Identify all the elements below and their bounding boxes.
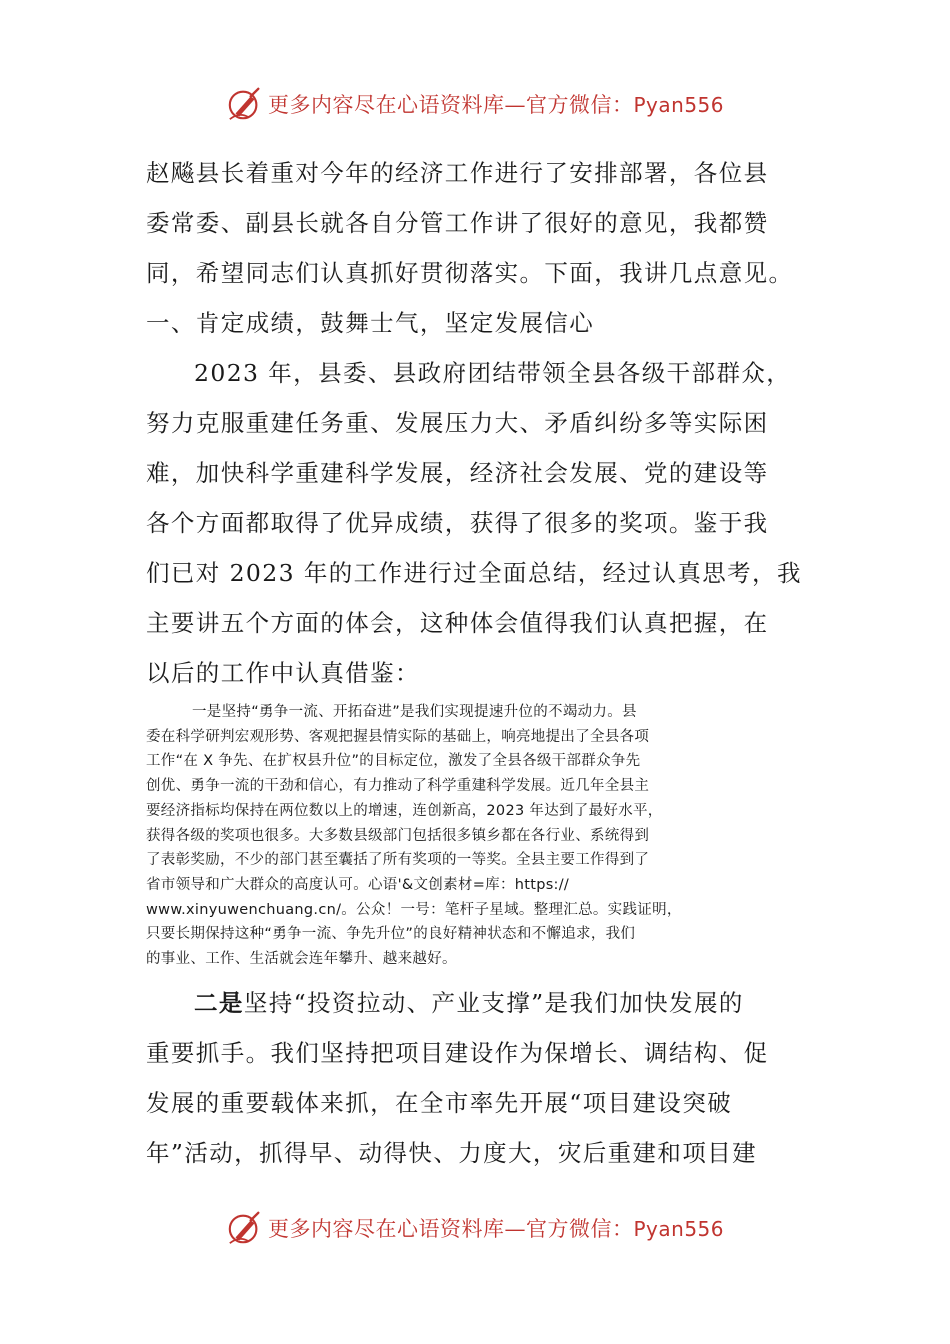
small-line: 只要长期保持这种“勇争一流、争先升位”的良好精神状态和不懈追求，我们 (146, 926, 636, 943)
banner-handle: Pyan556 (633, 93, 724, 117)
small-line: 工作“在 X 争先、在扩权县升位”的目标定位，激发了全县各级干部群众争先 (146, 753, 641, 770)
body-line: 主要讲五个方面的体会，这种体会值得我们认真把握，在 (146, 609, 769, 637)
small-line: 一是坚持“勇争一流、开拓奋进”是我们实现提速升位的不竭动力。县 (192, 704, 637, 720)
footer-banner (0, 1208, 950, 1248)
small-line: www.xinyuwenchuang.cn/。公众！一号：笔杆子星域。整理汇总。实践证明， (146, 901, 682, 918)
banner-handle: Pyan556 (633, 1217, 724, 1241)
pen-logo-icon (226, 1209, 264, 1247)
intro-line: 赵飚县长着重对今年的经济工作进行了安排部署，各位县 (146, 159, 769, 187)
intro-line: 同，希望同志们认真抓好贯彻落实。下面，我讲几点意见。 (146, 259, 794, 287)
small-line: 的事业、工作、生活就会连年攀升、越来越好。 (146, 951, 457, 968)
intro-line: 委常委、副县长就各自分管工作讲了很好的意见，我都赞 (146, 209, 769, 237)
small-line: 委在科学研判宏观形势、客观把握县情实际的基础上，响亮地提出了全县各项 (146, 728, 650, 745)
body-line: 发展的重要载体来抓，在全市率先开展“项目建设突破 (146, 1088, 733, 1117)
small-line: 要经济指标均保持在两位数以上的增速，连创新高，2023 年达到了最好水平， (146, 802, 663, 819)
pen-logo-icon (226, 85, 264, 123)
small-line: 创优、勇争一流的干劲和信心，有力推动了科学重建科学发展。近几年全县主 (146, 778, 650, 795)
document-body (146, 148, 806, 1178)
banner-text: 更多内容尽在心语资料库—官方微信： (267, 1217, 634, 1241)
body-line: 年”活动，抓得早、动得快、力度大，灾后重建和项目建 (146, 1138, 758, 1167)
body-line: 以后的工作中认真借鉴： (146, 659, 420, 687)
banner-text: 更多内容尽在心语资料库—官方微信： (267, 93, 634, 117)
bold-lead: 二是 (194, 988, 244, 1017)
section-heading: 一、肯定成绩，鼓舞士气，坚定发展信心 (146, 309, 595, 337)
body-line-rest: 坚持“投资拉动、产业支撑”是我们加快发展的 (243, 988, 744, 1017)
body-line: 难，加快科学重建科学发展，经济社会发展、党的建设等 (146, 459, 769, 487)
body-line: 各个方面都取得了优异成绩，获得了很多的奖项。鉴于我 (146, 509, 769, 537)
body-line (146, 978, 806, 1028)
body-line: 努力克服重建任务重、发展压力大、矛盾纠纷多等实际困 (146, 409, 769, 437)
small-text-block (146, 700, 806, 972)
body-line: 们已对 2023 年的工作进行过全面总结，经过认真思考，我 (146, 559, 802, 587)
small-line: 省市领导和广大群众的高度认可。心语'&文创素材=库：https:// (146, 876, 570, 893)
body-line: 重要抓手。我们坚持把项目建设作为保增长、调结构、促 (146, 1038, 769, 1067)
header-banner (0, 84, 950, 124)
body-line: 2023 年，县委、县政府团结带领全县各级干部群众， (194, 359, 792, 387)
small-line: 获得各级的奖项也很多。大多数县级部门包括很多镇乡都在各行业、系统得到 (146, 827, 650, 844)
small-line: 了表彰奖励，不少的部门甚至囊括了所有奖项的一等奖。全县主要工作得到了 (146, 852, 650, 869)
